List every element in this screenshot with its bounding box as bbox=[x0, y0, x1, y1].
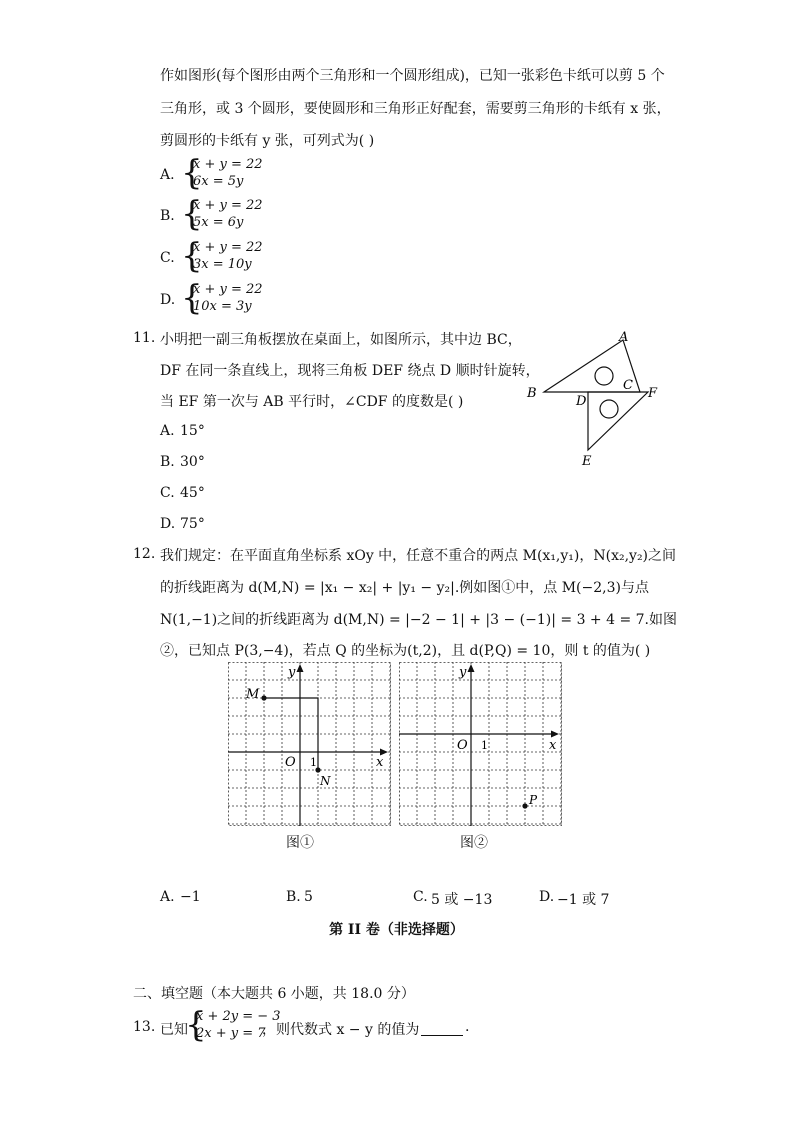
equation-1: x + y = 22 bbox=[193, 198, 263, 213]
q13-equation-2: 2x + y = 7 bbox=[196, 1026, 266, 1041]
q13-equation-1: x + 2y = − 3 bbox=[196, 1009, 281, 1024]
option-text: 75° bbox=[180, 516, 205, 532]
equation-2: 5x = 6y bbox=[193, 215, 244, 230]
q12-line4: ②，已知点 P(3,−4)，若点 Q 的坐标为(t,2)，且 d(P,Q) = 10，则 t 的值为( ) bbox=[160, 643, 651, 659]
label-y: y bbox=[459, 665, 467, 680]
label-d: D bbox=[576, 394, 587, 409]
q12-line1: 我们规定：在平面直角坐标系 xOy 中，任意不重合的两点 M(x₁,y₁)，N(x₂,y₂)之间 bbox=[160, 548, 677, 564]
triangle-def bbox=[588, 392, 648, 450]
equation-2: 10x = 3y bbox=[193, 299, 252, 314]
label-e: E bbox=[582, 454, 592, 469]
q12-line3: N(1,−1)之间的折线距离为 d(M,N) = |−2 − 1| + |3 − (−1)| = 3 + 4 = 7.如图 bbox=[160, 612, 678, 628]
q12-line2: 的折线距离为 d(M,N) = |x₁ − x₂| + |y₁ − y₂|.例如图①中，点 M(−2,3)与点 bbox=[160, 580, 649, 596]
option-text: 30° bbox=[180, 454, 205, 470]
option-label: B. bbox=[286, 889, 301, 905]
q10-line3: 剪圆形的卡纸有 y 张，可列式为( ) bbox=[160, 133, 375, 149]
option-text: 5 bbox=[304, 889, 313, 905]
q11-number: 11. bbox=[133, 330, 156, 346]
q11-line1: 小明把一副三角板摆放在桌面上，如图所示，其中边 BC， bbox=[160, 332, 522, 348]
label-c: C bbox=[623, 378, 633, 393]
circle-hole-abc bbox=[595, 367, 613, 385]
option-label: A. bbox=[160, 889, 175, 905]
brace-icon: { bbox=[185, 1005, 207, 1045]
part-2-heading: 二、填空题（本大题共 6 小题，共 18.0 分） bbox=[133, 986, 415, 1002]
equation-2: 6x = 5y bbox=[193, 174, 244, 189]
option-label: C. bbox=[160, 485, 175, 501]
equation-1: x + y = 22 bbox=[193, 282, 263, 297]
option-label: A. bbox=[160, 423, 175, 439]
label-one: 1 bbox=[481, 739, 488, 752]
q13-suffix: ，则代数式 x − y 的值为 bbox=[262, 1022, 420, 1038]
q11-triangles-figure bbox=[520, 328, 670, 473]
option-text: −1 bbox=[180, 889, 201, 905]
option-label: A. bbox=[160, 167, 175, 183]
option-label: D. bbox=[160, 516, 176, 532]
label-n: N bbox=[320, 774, 331, 788]
figure-2-caption: 图② bbox=[460, 835, 488, 851]
brace-icon: { bbox=[181, 194, 203, 234]
q11-line3: 当 EF 第一次与 AB 平行时，∠CDF 的度数是( ) bbox=[160, 394, 464, 410]
option-text: 45° bbox=[180, 485, 205, 501]
label-m: M bbox=[246, 687, 260, 702]
y-axis-arrow-icon bbox=[468, 664, 475, 672]
option-text: 15° bbox=[180, 423, 205, 439]
option-label: C. bbox=[160, 250, 175, 266]
label-y: y bbox=[288, 665, 296, 680]
equation-2: 3x = 10y bbox=[193, 257, 252, 272]
option-text: −1 或 7 bbox=[557, 892, 610, 908]
section-2-title: 第 II 卷（非选择题） bbox=[329, 922, 464, 938]
option-label: B. bbox=[160, 208, 175, 224]
option-label: D. bbox=[539, 889, 555, 905]
equation-1: x + y = 22 bbox=[193, 240, 263, 255]
q10-line2: 三角形，或 3 个圆形，要使圆形和三角形正好配套，需要剪三角形的卡纸有 x 张， bbox=[160, 101, 671, 117]
brace-icon: { bbox=[181, 278, 203, 318]
brace-icon: { bbox=[181, 236, 203, 276]
q11-line2: DF 在同一条直线上，现将三角板 DEF 绕点 D 顺时针旋转， bbox=[160, 363, 540, 379]
option-text: 5 或 −13 bbox=[431, 892, 493, 908]
point-m bbox=[261, 695, 266, 700]
label-o: O bbox=[457, 738, 468, 753]
label-x: x bbox=[549, 738, 557, 753]
label-o: O bbox=[285, 755, 296, 770]
label-a: A bbox=[619, 330, 629, 345]
point-p bbox=[522, 803, 527, 808]
q12-figure-1 bbox=[228, 662, 392, 830]
option-label: D. bbox=[160, 292, 176, 308]
q12-figure-2 bbox=[399, 662, 563, 830]
label-one: 1 bbox=[310, 756, 317, 769]
option-label: B. bbox=[160, 454, 175, 470]
figure-1-caption: 图① bbox=[286, 835, 314, 851]
label-x: x bbox=[376, 755, 384, 770]
x-axis-arrow-icon bbox=[551, 731, 559, 738]
label-b: B bbox=[527, 386, 537, 401]
q10-line1: 作如图形(每个图形由两个三角形和一个圆形组成)，已知一张彩色卡纸可以剪 5 个 bbox=[160, 68, 665, 84]
equation-1: x + y = 22 bbox=[193, 157, 263, 172]
brace-icon: { bbox=[181, 153, 203, 193]
option-label: C. bbox=[413, 889, 428, 905]
q12-number: 12. bbox=[133, 546, 156, 562]
q13-number: 13. bbox=[133, 1019, 156, 1035]
label-f: F bbox=[648, 386, 658, 401]
circle-hole-def bbox=[600, 400, 618, 418]
answer-blank[interactable] bbox=[421, 1019, 463, 1036]
q13-end: . bbox=[465, 1019, 470, 1035]
y-axis-arrow-icon bbox=[297, 664, 304, 672]
q13-prefix: 已知 bbox=[160, 1022, 188, 1038]
label-p: P bbox=[529, 793, 538, 807]
